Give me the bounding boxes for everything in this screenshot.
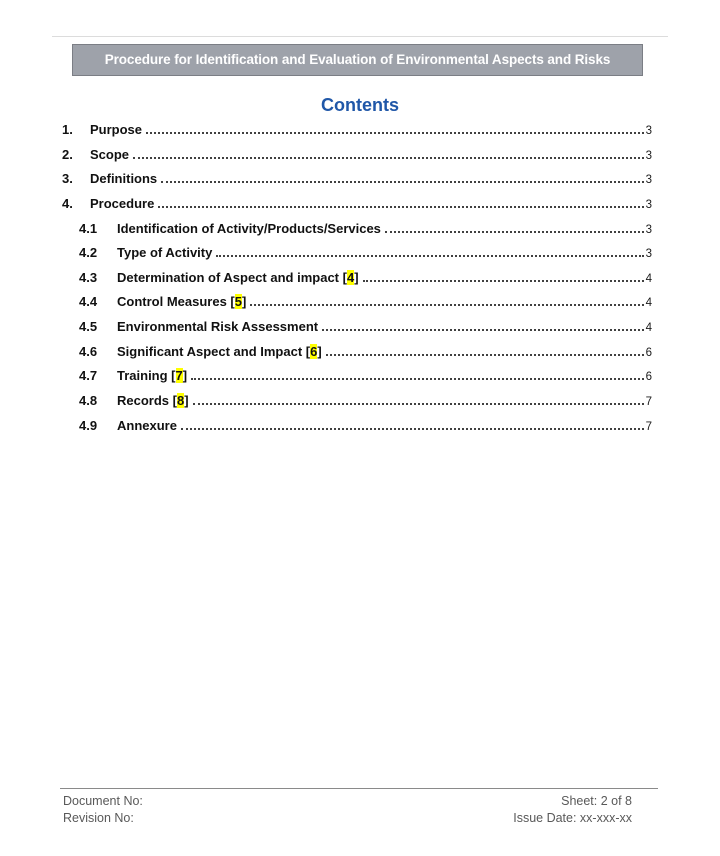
toc-entry[interactable] xyxy=(62,414,652,439)
toc-entry[interactable] xyxy=(62,118,652,143)
toc-entry-number: 4.7 xyxy=(79,368,98,384)
dot-leader xyxy=(191,378,644,380)
toc-entry-page: 3 xyxy=(645,125,652,137)
dot-leader xyxy=(193,403,644,405)
highlighted-ref: 5 xyxy=(234,294,242,310)
toc-entry-label: Training [7] xyxy=(117,368,188,384)
dot-leader xyxy=(133,157,644,159)
toc-entry-number: 4. xyxy=(62,195,73,211)
highlighted-ref: 6 xyxy=(310,343,318,359)
dot-leader xyxy=(146,132,644,134)
toc-entry-number: 4.4 xyxy=(79,294,98,310)
highlighted-ref: 4 xyxy=(346,269,355,285)
toc-entry-label: Type of Activity xyxy=(117,245,213,261)
toc-entry-number: 3. xyxy=(62,171,73,187)
toc-entry-number: 4.5 xyxy=(79,319,98,335)
toc-entry-number: 4.3 xyxy=(79,269,98,285)
dot-leader xyxy=(158,206,643,208)
toc-entry-label: Procedure xyxy=(90,195,155,211)
toc-entry[interactable] xyxy=(62,389,652,414)
dot-leader xyxy=(322,329,644,331)
toc-entry-page: 4 xyxy=(645,297,652,310)
issue-date-label: Issue Date: xx-xxx-xx xyxy=(513,811,632,825)
page-footer xyxy=(0,788,720,827)
toc-entry[interactable] xyxy=(62,217,652,242)
toc-entry[interactable] xyxy=(62,241,652,266)
table-of-contents xyxy=(62,118,652,438)
revision-no-label: Revision No: xyxy=(63,811,134,825)
document-title-banner: Procedure for Identification and Evaluation of Environmental Aspects and Risks xyxy=(72,44,643,76)
toc-entry-label: Significant Aspect and Impact [6] xyxy=(117,343,322,359)
sheet-label: Sheet: 2 of 8 xyxy=(561,794,632,808)
toc-entry-number: 4.8 xyxy=(79,393,98,409)
toc-entry-number: 2. xyxy=(62,146,73,162)
toc-entry-page: 3 xyxy=(645,174,652,187)
toc-entry-page: 6 xyxy=(645,346,652,359)
toc-entry[interactable] xyxy=(62,167,652,192)
toc-entry[interactable] xyxy=(62,290,652,315)
toc-entry[interactable] xyxy=(62,143,652,168)
footer-divider xyxy=(60,788,658,789)
toc-entry-label: Annexure xyxy=(117,417,177,433)
dot-leader xyxy=(216,255,643,257)
toc-entry-page: 3 xyxy=(645,149,652,162)
toc-entry-label: Purpose xyxy=(90,122,143,137)
footer-right-block xyxy=(513,793,632,827)
toc-entry-label: Determination of Aspect and impact [4] xyxy=(117,269,359,285)
toc-entry-page: 4 xyxy=(645,322,652,335)
dot-leader xyxy=(181,428,644,430)
document-no-label: Document No: xyxy=(63,794,143,808)
dot-leader xyxy=(161,181,643,183)
toc-entry-page: 4 xyxy=(645,272,652,285)
toc-entry[interactable] xyxy=(62,315,652,340)
toc-entry-page: 6 xyxy=(645,371,652,384)
toc-entry-label: Definitions xyxy=(90,171,158,187)
highlighted-ref: 7 xyxy=(175,368,183,384)
footer-left-block xyxy=(63,793,143,827)
toc-entry-number: 4.1 xyxy=(79,220,98,236)
toc-entry[interactable] xyxy=(62,266,652,291)
toc-entry-label: Environmental Risk Assessment xyxy=(117,319,319,335)
toc-entry-page: 7 xyxy=(645,420,652,433)
toc-entry-number: 1. xyxy=(62,122,73,137)
dot-leader xyxy=(363,280,644,282)
dot-leader xyxy=(326,354,644,356)
header-divider xyxy=(52,36,668,37)
toc-entry-page: 3 xyxy=(645,223,652,236)
contents-heading: Contents xyxy=(321,95,399,115)
toc-entry[interactable] xyxy=(62,192,652,217)
dot-leader xyxy=(250,304,643,306)
toc-entry-number: 4.2 xyxy=(79,245,98,261)
dot-leader xyxy=(385,231,644,233)
toc-entry-page: 7 xyxy=(645,396,652,409)
toc-entry[interactable] xyxy=(62,340,652,365)
toc-entry-label: Control Measures [5] xyxy=(117,294,247,310)
toc-entry-number: 4.9 xyxy=(79,417,98,433)
toc-entry-label: Scope xyxy=(90,146,130,162)
toc-entry[interactable] xyxy=(62,364,652,389)
highlighted-ref: 8 xyxy=(176,393,185,409)
toc-entry-label: Records [8] xyxy=(117,393,189,409)
toc-entry-number: 4.6 xyxy=(79,343,98,359)
toc-entry-page: 3 xyxy=(645,198,652,211)
toc-entry-label: Identification of Activity/Products/Services xyxy=(117,220,381,236)
toc-entry-page: 3 xyxy=(645,248,652,261)
